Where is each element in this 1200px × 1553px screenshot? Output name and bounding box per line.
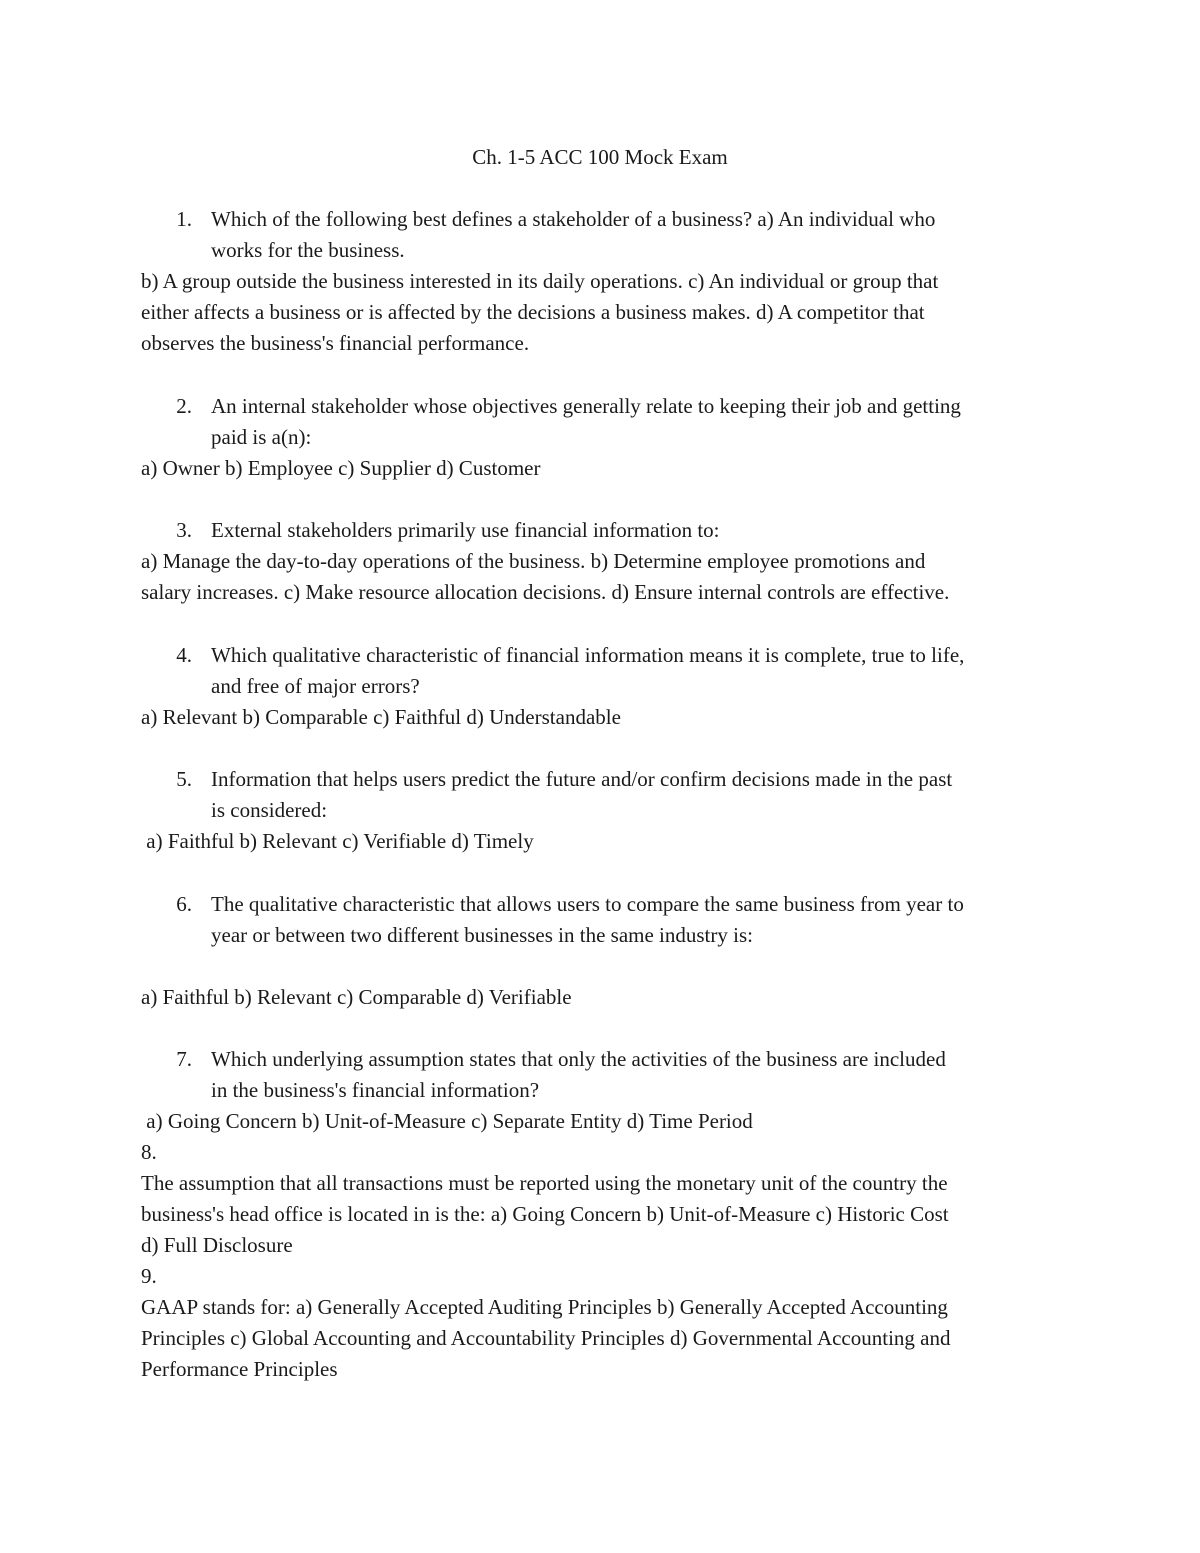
question-number: 7.	[176, 1047, 192, 1071]
question-text: Which of the following best defines a stakeholder of a business? a) An individual who	[211, 207, 936, 231]
question-text: External stakeholders primarily use financial information to:	[211, 518, 720, 542]
question-text: business's head office is located in is the: a) Going Concern b) Unit-of-Measure c) Historic Cost	[141, 1202, 949, 1226]
answer-options: observes the business's financial performance.	[141, 331, 530, 355]
question-number: 8.	[141, 1140, 157, 1164]
answer-options: d) Full Disclosure	[141, 1233, 293, 1257]
answer-options: a) Faithful b) Relevant c) Verifiable d) Timely	[141, 829, 534, 853]
question-text: is considered:	[211, 798, 328, 822]
question-number: 6.	[176, 892, 192, 916]
question-number: 2.	[176, 394, 192, 418]
question-text: An internal stakeholder whose objectives generally relate to keeping their job and getting	[211, 394, 961, 418]
answer-options: a) Owner b) Employee c) Supplier d) Customer	[141, 456, 541, 480]
answer-options: a) Faithful b) Relevant c) Comparable d) Verifiable	[141, 985, 572, 1009]
answer-options: a) Relevant b) Comparable c) Faithful d) Understandable	[141, 705, 621, 729]
answer-options: a) Manage the day-to-day operations of the business. b) Determine employee promotions and	[141, 549, 926, 573]
question-text: and free of major errors?	[211, 674, 420, 698]
answer-options: salary increases. c) Make resource allocation decisions. d) Ensure internal controls are effective.	[141, 580, 950, 604]
question-text: GAAP stands for: a) Generally Accepted Auditing Principles b) Generally Accepted Accounting	[141, 1295, 948, 1319]
answer-options: either affects a business or is affected by the decisions a business makes. d) A competitor that	[141, 300, 925, 324]
question-number: 3.	[176, 518, 192, 542]
question-number: 9.	[141, 1264, 157, 1288]
document-title: Ch. 1-5 ACC 100 Mock Exam	[472, 145, 728, 169]
answer-options: b) A group outside the business interested in its daily operations. c) An individual or group that	[141, 269, 939, 293]
question-text: works for the business.	[211, 238, 405, 262]
answer-options: a) Going Concern b) Unit-of-Measure c) Separate Entity d) Time Period	[141, 1109, 753, 1133]
question-text: Which qualitative characteristic of financial information means it is complete, true to life,	[211, 643, 965, 667]
question-text: year or between two different businesses in the same industry is:	[211, 923, 753, 947]
question-text: Information that helps users predict the future and/or confirm decisions made in the past	[211, 767, 953, 791]
answer-options: Performance Principles	[141, 1357, 338, 1381]
question-number: 1.	[176, 207, 192, 231]
question-text: in the business's financial information?	[211, 1078, 540, 1102]
question-text: Which underlying assumption states that only the activities of the business are included	[211, 1047, 946, 1071]
question-number: 5.	[176, 767, 192, 791]
answer-options: Principles c) Global Accounting and Accountability Principles d) Governmental Accounting and	[141, 1326, 951, 1350]
question-text: The assumption that all transactions must be reported using the monetary unit of the country the	[141, 1171, 948, 1195]
question-text: paid is a(n):	[211, 425, 312, 449]
question-number: 4.	[176, 643, 192, 667]
question-text: The qualitative characteristic that allows users to compare the same business from year to	[211, 892, 964, 916]
